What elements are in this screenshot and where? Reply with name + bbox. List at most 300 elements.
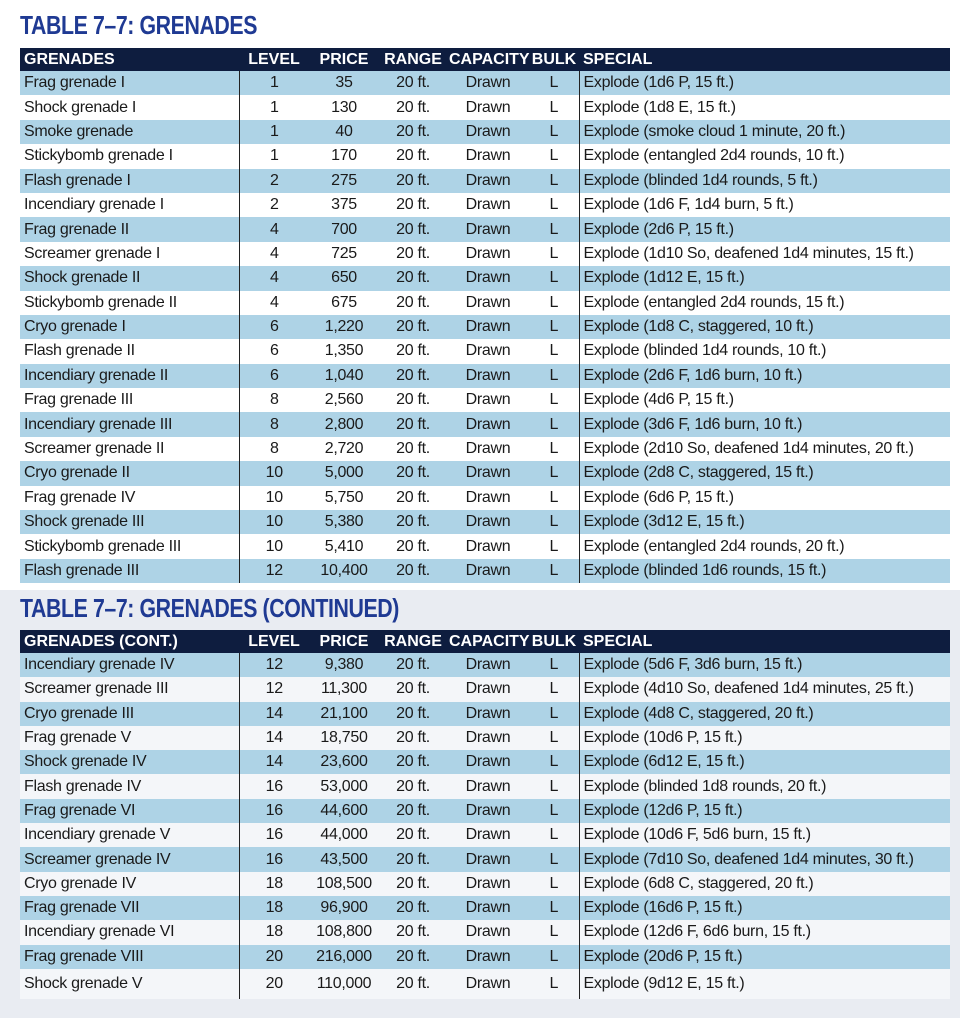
cell-name: Stickybomb grenade III: [20, 534, 239, 558]
table-row: [20, 120, 950, 144]
cell-range: 20 ft.: [396, 947, 430, 965]
cell-range: 20 ft.: [396, 974, 430, 992]
cell-level: 1: [269, 74, 279, 92]
cell-special: Explode (entangled 2d4 rounds, 10 ft.): [579, 144, 950, 168]
cell-special: Explode (1d8 E, 15 ft.): [579, 95, 950, 119]
table-row: [20, 559, 950, 583]
header-price: PRICE: [319, 50, 369, 68]
table-row: [20, 969, 950, 999]
cell-price: 2,560: [324, 391, 364, 409]
cell-name: Screamer grenade II: [20, 437, 239, 461]
cell-capacity: Drawn: [465, 753, 511, 771]
cell-capacity: Drawn: [465, 318, 511, 336]
cell-range: 20 ft.: [396, 440, 430, 458]
cell-level: 6: [269, 342, 279, 360]
cell-name: Incendiary grenade III: [20, 412, 239, 436]
cell-capacity: Drawn: [465, 98, 511, 116]
table-row: [20, 510, 950, 534]
cell-range: 20 ft.: [396, 562, 430, 579]
table-row: [20, 169, 950, 193]
cell-level: 16: [265, 826, 283, 844]
cell-capacity: Drawn: [465, 947, 511, 965]
header-level: LEVEL: [248, 50, 300, 68]
cell-bulk: L: [549, 777, 559, 795]
cell-capacity: Drawn: [465, 656, 511, 674]
cell-range: 20 ft.: [396, 318, 430, 336]
table-row: [20, 872, 950, 896]
cell-capacity: Drawn: [465, 488, 511, 506]
table-row: [20, 677, 950, 701]
cell-name: Screamer grenade III: [20, 677, 239, 701]
cell-price: 216,000: [316, 947, 372, 965]
cell-name: Incendiary grenade IV: [20, 653, 239, 677]
cell-bulk: L: [549, 899, 559, 917]
cell-name: Cryo grenade II: [20, 461, 239, 485]
cell-price: 40: [335, 122, 353, 140]
cell-bulk: L: [549, 269, 559, 287]
cell-capacity: Drawn: [465, 680, 511, 698]
cell-special: Explode (2d10 So, deafened 1d4 minutes, 20 ft.): [579, 437, 950, 461]
cell-capacity: Drawn: [465, 826, 511, 844]
table-row: [20, 144, 950, 168]
cell-bulk: L: [549, 74, 559, 92]
cell-level: 8: [269, 415, 279, 433]
cell-special: Explode (entangled 2d4 rounds, 20 ft.): [579, 534, 950, 558]
cell-name: Cryo grenade IV: [20, 872, 239, 896]
cell-name: Shock grenade IV: [20, 750, 239, 774]
table-row: [20, 71, 950, 95]
cell-level: 20: [265, 947, 283, 965]
cell-range: 20 ft.: [396, 220, 430, 238]
table-row: [20, 217, 950, 241]
cell-bulk: L: [549, 656, 559, 674]
cell-special: Explode (blinded 1d4 rounds, 10 ft.): [579, 339, 950, 363]
cell-bulk: L: [549, 680, 559, 698]
cell-range: 20 ft.: [396, 729, 430, 747]
cell-bulk: L: [549, 122, 559, 140]
cell-special: Explode (9d12 E, 15 ft.): [579, 969, 950, 999]
cell-price: 5,410: [324, 537, 364, 555]
cell-range: 20 ft.: [396, 269, 430, 287]
cell-capacity: Drawn: [465, 704, 511, 722]
cell-bulk: L: [549, 974, 559, 992]
cell-special: Explode (6d8 C, staggered, 20 ft.): [579, 872, 950, 896]
cell-price: 53,000: [320, 777, 368, 795]
cell-level: 2: [269, 196, 279, 214]
table-title-continued: TABLE 7–7: GRENADES (CONTINUED): [20, 593, 399, 623]
cell-level: 16: [265, 801, 283, 819]
cell-range: 20 ft.: [396, 513, 430, 531]
cell-capacity: Drawn: [465, 729, 511, 747]
cell-name: Flash grenade III: [20, 559, 239, 583]
cell-special: Explode (7d10 So, deafened 1d4 minutes, 30 ft.): [579, 847, 950, 871]
table-row: [20, 823, 950, 847]
cell-capacity: Drawn: [465, 196, 511, 214]
cell-price: 9,380: [324, 656, 364, 674]
cell-special: Explode (blinded 1d8 rounds, 20 ft.): [579, 774, 950, 798]
cell-name: Flash grenade I: [20, 169, 239, 193]
cell-range: 20 ft.: [396, 196, 430, 214]
cell-special: Explode (4d10 So, deafened 1d4 minutes, 25 ft.): [579, 677, 950, 701]
cell-capacity: Drawn: [465, 562, 511, 579]
cell-special: Explode (6d6 P, 15 ft.): [579, 486, 950, 510]
table-row: [20, 896, 950, 920]
cell-capacity: Drawn: [465, 899, 511, 917]
cell-level: 12: [265, 656, 283, 674]
cell-capacity: Drawn: [465, 974, 511, 992]
header-range: RANGE: [384, 632, 442, 650]
cell-price: 700: [331, 220, 357, 238]
cell-price: 5,750: [324, 488, 364, 506]
cell-bulk: L: [549, 293, 559, 311]
cell-capacity: Drawn: [465, 464, 511, 482]
cell-special: Explode (3d6 F, 1d6 burn, 10 ft.): [579, 412, 950, 436]
cell-range: 20 ft.: [396, 850, 430, 868]
cell-name: Shock grenade III: [20, 510, 239, 534]
table-body: [20, 71, 950, 583]
cell-special: Explode (1d10 So, deafened 1d4 minutes, 15 ft.): [579, 242, 950, 266]
grenades-table: [20, 48, 950, 583]
cell-special: Explode (16d6 P, 15 ft.): [579, 896, 950, 920]
cell-special: Explode (1d12 E, 15 ft.): [579, 266, 950, 290]
cell-range: 20 ft.: [396, 391, 430, 409]
cell-name: Frag grenade VIII: [20, 945, 239, 969]
cell-capacity: Drawn: [465, 366, 511, 384]
cell-range: 20 ft.: [396, 899, 430, 917]
cell-range: 20 ft.: [396, 801, 430, 819]
cell-price: 96,900: [320, 899, 368, 917]
cell-level: 16: [265, 850, 283, 868]
cell-name: Shock grenade I: [20, 95, 239, 119]
cell-level: 18: [265, 874, 283, 892]
cell-price: 170: [331, 147, 357, 165]
cell-special: Explode (1d8 C, staggered, 10 ft.): [579, 315, 950, 339]
cell-level: 6: [269, 318, 279, 336]
grenades-continued-table-section: [0, 590, 960, 1018]
cell-range: 20 ft.: [396, 874, 430, 892]
cell-price: 650: [331, 269, 357, 287]
cell-name: Frag grenade IV: [20, 486, 239, 510]
cell-level: 8: [269, 440, 279, 458]
cell-name: Incendiary grenade I: [20, 193, 239, 217]
table-title: TABLE 7–7: GRENADES: [20, 10, 258, 40]
cell-price: 110,000: [316, 974, 372, 992]
table-row: [20, 339, 950, 363]
cell-special: Explode (20d6 P, 15 ft.): [579, 945, 950, 969]
cell-capacity: Drawn: [465, 874, 511, 892]
cell-price: 1,040: [324, 366, 364, 384]
cell-price: 5,000: [324, 464, 364, 482]
cell-bulk: L: [549, 196, 559, 214]
cell-special: Explode (5d6 F, 3d6 burn, 15 ft.): [579, 653, 950, 677]
cell-range: 20 ft.: [396, 342, 430, 360]
cell-bulk: L: [549, 537, 559, 555]
cell-bulk: L: [549, 923, 559, 941]
cell-range: 20 ft.: [396, 704, 430, 722]
table-row: [20, 266, 950, 290]
cell-bulk: L: [549, 753, 559, 771]
cell-name: Frag grenade V: [20, 726, 239, 750]
cell-bulk: L: [549, 415, 559, 433]
cell-level: 1: [269, 122, 279, 140]
header-grenades-cont: GRENADES (CONT.): [24, 632, 178, 650]
cell-bulk: L: [549, 874, 559, 892]
cell-level: 16: [265, 777, 283, 795]
cell-level: 14: [265, 729, 283, 747]
cell-name: Screamer grenade I: [20, 242, 239, 266]
cell-price: 43,500: [320, 850, 368, 868]
cell-price: 11,300: [321, 680, 367, 698]
cell-bulk: L: [549, 850, 559, 868]
cell-name: Frag grenade I: [20, 71, 239, 95]
cell-capacity: Drawn: [465, 220, 511, 238]
header-price: PRICE: [319, 632, 369, 650]
cell-bulk: L: [549, 318, 559, 336]
cell-capacity: Drawn: [465, 440, 511, 458]
cell-level: 12: [265, 680, 283, 698]
cell-price: 18,750: [320, 729, 368, 747]
cell-capacity: Drawn: [465, 293, 511, 311]
cell-bulk: L: [549, 391, 559, 409]
header-bulk: BULK: [531, 632, 577, 650]
cell-range: 20 ft.: [396, 753, 430, 771]
cell-bulk: L: [549, 147, 559, 165]
cell-price: 21,100: [320, 704, 368, 722]
cell-special: Explode (1d6 F, 1d4 burn, 5 ft.): [579, 193, 950, 217]
cell-level: 1: [269, 98, 279, 116]
cell-capacity: Drawn: [465, 269, 511, 287]
cell-price: 2,720: [324, 440, 364, 458]
cell-range: 20 ft.: [396, 464, 430, 482]
cell-range: 20 ft.: [396, 923, 430, 941]
cell-price: 44,000: [320, 826, 368, 844]
cell-bulk: L: [549, 440, 559, 458]
cell-capacity: Drawn: [465, 537, 511, 555]
cell-bulk: L: [549, 244, 559, 262]
cell-capacity: Drawn: [465, 147, 511, 165]
cell-special: Explode (blinded 1d6 rounds, 15 ft.): [579, 559, 950, 583]
cell-bulk: L: [549, 464, 559, 482]
cell-range: 20 ft.: [396, 537, 430, 555]
table-body: [20, 653, 950, 999]
cell-capacity: Drawn: [465, 513, 511, 531]
cell-capacity: Drawn: [465, 923, 511, 941]
cell-level: 18: [265, 899, 283, 917]
cell-capacity: Drawn: [465, 850, 511, 868]
cell-bulk: L: [549, 488, 559, 506]
cell-range: 20 ft.: [396, 122, 430, 140]
cell-range: 20 ft.: [396, 777, 430, 795]
cell-name: Shock grenade V: [20, 969, 239, 999]
cell-price: 275: [331, 171, 357, 189]
cell-name: Frag grenade VII: [20, 896, 239, 920]
cell-level: 10: [265, 513, 283, 531]
header-capacity: CAPACITY: [449, 50, 530, 68]
cell-range: 20 ft.: [396, 415, 430, 433]
cell-name: Stickybomb grenade II: [20, 291, 239, 315]
cell-name: Flash grenade II: [20, 339, 239, 363]
header-special: SPECIAL: [583, 632, 653, 650]
cell-price: 675: [331, 293, 357, 311]
table-row: [20, 95, 950, 119]
table-row: [20, 315, 950, 339]
cell-name: Incendiary grenade II: [20, 364, 239, 388]
cell-special: Explode (6d12 E, 15 ft.): [579, 750, 950, 774]
cell-name: Frag grenade III: [20, 388, 239, 412]
cell-bulk: L: [549, 366, 559, 384]
cell-bulk: L: [549, 342, 559, 360]
cell-price: 130: [331, 98, 357, 116]
cell-name: Screamer grenade IV: [20, 847, 239, 871]
table-row: [20, 653, 950, 677]
table-row: [20, 945, 950, 969]
cell-name: Cryo grenade I: [20, 315, 239, 339]
cell-special: Explode (3d12 E, 15 ft.): [579, 510, 950, 534]
cell-range: 20 ft.: [396, 74, 430, 92]
cell-level: 12: [265, 562, 283, 579]
cell-bulk: L: [549, 513, 559, 531]
cell-level: 2: [269, 171, 279, 189]
cell-level: 4: [269, 293, 279, 311]
table-row: [20, 750, 950, 774]
header-grenades: GRENADES: [24, 50, 115, 68]
cell-level: 10: [265, 464, 283, 482]
cell-range: 20 ft.: [396, 244, 430, 262]
cell-name: Cryo grenade III: [20, 702, 239, 726]
cell-price: 35: [335, 74, 353, 92]
table-row: [20, 847, 950, 871]
cell-price: 1,220: [324, 318, 364, 336]
cell-price: 2,800: [324, 415, 364, 433]
table-row: [20, 726, 950, 750]
cell-capacity: Drawn: [465, 391, 511, 409]
table-row: [20, 364, 950, 388]
cell-range: 20 ft.: [396, 366, 430, 384]
table-row: [20, 388, 950, 412]
cell-bulk: L: [549, 220, 559, 238]
table-header-row: [20, 48, 950, 71]
cell-price: 23,600: [320, 753, 368, 771]
table-row: [20, 461, 950, 485]
cell-price: 725: [331, 244, 357, 262]
cell-range: 20 ft.: [396, 488, 430, 506]
table-row: [20, 291, 950, 315]
cell-price: 108,500: [316, 874, 372, 892]
cell-special: Explode (smoke cloud 1 minute, 20 ft.): [579, 120, 950, 144]
cell-special: Explode (entangled 2d4 rounds, 15 ft.): [579, 291, 950, 315]
table-row: [20, 702, 950, 726]
cell-bulk: L: [549, 704, 559, 722]
table-row: [20, 774, 950, 798]
cell-special: Explode (1d6 P, 15 ft.): [579, 71, 950, 95]
cell-bulk: L: [549, 801, 559, 819]
cell-level: 14: [265, 753, 283, 771]
cell-bulk: L: [549, 171, 559, 189]
cell-price: 375: [331, 196, 357, 214]
table-row: [20, 242, 950, 266]
cell-level: 4: [269, 244, 279, 262]
cell-capacity: Drawn: [465, 777, 511, 795]
cell-name: Incendiary grenade VI: [20, 920, 239, 944]
cell-bulk: L: [549, 947, 559, 965]
cell-capacity: Drawn: [465, 415, 511, 433]
cell-special: Explode (blinded 1d4 rounds, 5 ft.): [579, 169, 950, 193]
header-capacity: CAPACITY: [449, 632, 530, 650]
cell-level: 4: [269, 269, 279, 287]
cell-range: 20 ft.: [396, 171, 430, 189]
cell-range: 20 ft.: [396, 293, 430, 311]
cell-price: 1,350: [324, 342, 364, 360]
cell-range: 20 ft.: [396, 656, 430, 674]
table-row: [20, 486, 950, 510]
cell-range: 20 ft.: [396, 680, 430, 698]
cell-level: 14: [265, 704, 283, 722]
cell-capacity: Drawn: [465, 171, 511, 189]
cell-price: 44,600: [320, 801, 368, 819]
cell-range: 20 ft.: [396, 147, 430, 165]
cell-name: Smoke grenade: [20, 120, 239, 144]
cell-special: Explode (2d8 C, staggered, 15 ft.): [579, 461, 950, 485]
table-row: [20, 534, 950, 558]
cell-range: 20 ft.: [396, 826, 430, 844]
cell-capacity: Drawn: [465, 122, 511, 140]
cell-bulk: L: [549, 98, 559, 116]
cell-name: Flash grenade IV: [20, 774, 239, 798]
cell-price: 10,400: [320, 562, 368, 579]
cell-level: 10: [265, 488, 283, 506]
header-range: RANGE: [384, 50, 442, 68]
cell-name: Stickybomb grenade I: [20, 144, 239, 168]
cell-level: 8: [269, 391, 279, 409]
cell-level: 18: [265, 923, 283, 941]
cell-level: 10: [265, 537, 283, 555]
cell-capacity: Drawn: [465, 74, 511, 92]
cell-bulk: L: [549, 826, 559, 844]
cell-special: Explode (10d6 P, 15 ft.): [579, 726, 950, 750]
cell-level: 4: [269, 220, 279, 238]
table-row: [20, 193, 950, 217]
header-level: LEVEL: [248, 632, 300, 650]
table-row: [20, 437, 950, 461]
cell-capacity: Drawn: [465, 244, 511, 262]
cell-range: 20 ft.: [396, 98, 430, 116]
cell-special: Explode (4d8 C, staggered, 20 ft.): [579, 702, 950, 726]
cell-special: Explode (2d6 P, 15 ft.): [579, 217, 950, 241]
header-special: SPECIAL: [583, 50, 653, 68]
cell-level: 1: [269, 147, 279, 165]
cell-special: Explode (10d6 F, 5d6 burn, 15 ft.): [579, 823, 950, 847]
table-row: [20, 920, 950, 944]
cell-name: Shock grenade II: [20, 266, 239, 290]
cell-name: Incendiary grenade V: [20, 823, 239, 847]
cell-bulk: L: [549, 729, 559, 747]
grenades-continued-table: [20, 630, 950, 999]
table-header-row: [20, 630, 950, 653]
cell-name: Frag grenade II: [20, 217, 239, 241]
cell-special: Explode (12d6 P, 15 ft.): [579, 799, 950, 823]
header-bulk: BULK: [531, 50, 577, 68]
cell-level: 20: [265, 974, 283, 992]
cell-special: Explode (4d6 P, 15 ft.): [579, 388, 950, 412]
cell-capacity: Drawn: [465, 801, 511, 819]
cell-price: 5,380: [324, 513, 364, 531]
cell-special: Explode (2d6 F, 1d6 burn, 10 ft.): [579, 364, 950, 388]
table-row: [20, 412, 950, 436]
cell-price: 108,800: [316, 923, 372, 941]
table-row: [20, 799, 950, 823]
cell-name: Frag grenade VI: [20, 799, 239, 823]
cell-capacity: Drawn: [465, 342, 511, 360]
